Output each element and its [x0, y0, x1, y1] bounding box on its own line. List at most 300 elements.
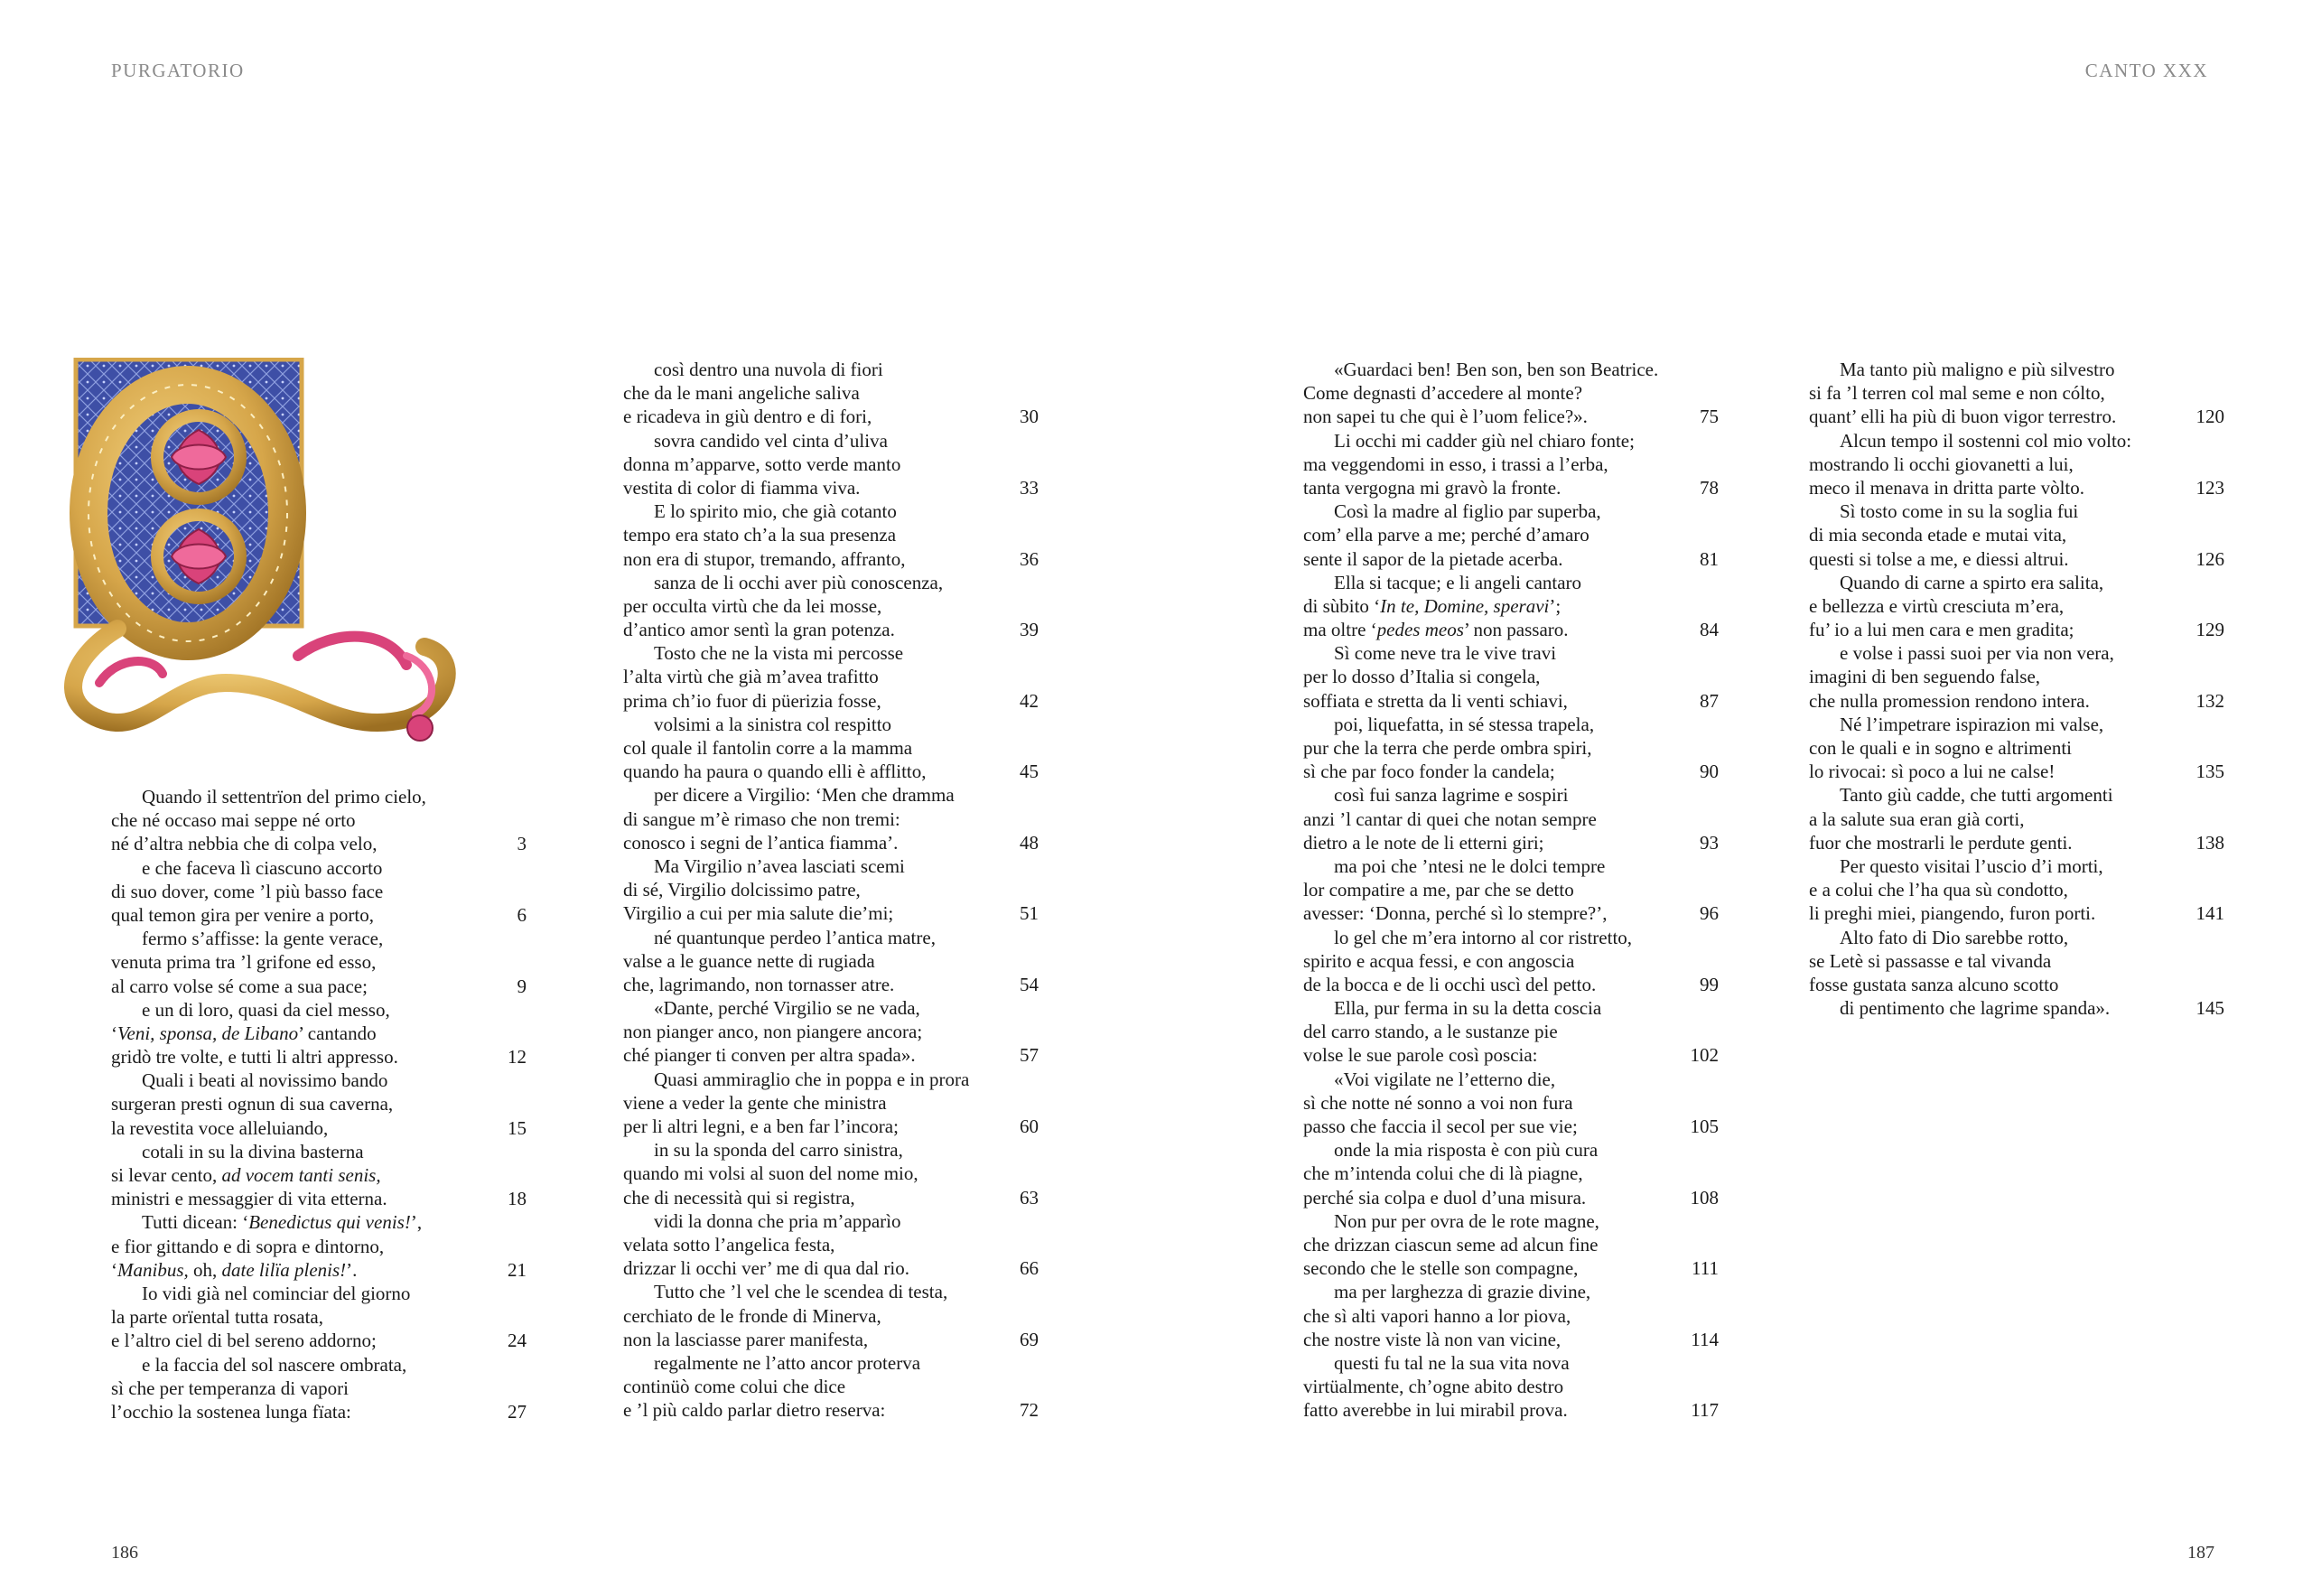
line-number: 132 — [2195, 689, 2224, 712]
line-number — [1002, 499, 1039, 523]
verse-text: continüò come colui che dice — [623, 1376, 846, 1398]
verse-line — [1809, 499, 2224, 523]
verse-text: spirito e acqua fessi, e con angoscia — [1303, 949, 1575, 972]
verse-line — [623, 689, 1039, 713]
verse-line — [111, 1187, 527, 1210]
line-number — [1002, 429, 1039, 453]
verse-line — [111, 1258, 527, 1282]
line-number: 45 — [1020, 761, 1039, 783]
verse-line — [111, 1210, 527, 1234]
line-number — [2188, 736, 2224, 760]
line-number — [1683, 571, 1719, 594]
verse-line — [1303, 571, 1719, 594]
verse-line — [623, 1186, 1039, 1209]
line-number — [490, 1140, 527, 1163]
line-number: 66 — [1020, 1257, 1039, 1280]
verse-text: regalmente ne l’atto ancor proterva — [654, 1351, 921, 1374]
line-number — [1683, 1233, 1719, 1256]
verse-line — [1809, 807, 2224, 831]
line-number — [2188, 429, 2224, 453]
line-number: 135 — [2195, 761, 2224, 783]
line-number — [1683, 1138, 1719, 1162]
verse-text: lo rivocai: sì poco a lui ne calse! — [1809, 761, 2056, 783]
verse-text: Per questo visitai l’uscio d’i morti, — [1840, 854, 2103, 877]
line-number: 117 — [1691, 1399, 1719, 1422]
verse-line — [111, 1305, 527, 1329]
line-number: 114 — [1691, 1328, 1719, 1350]
line-number — [1683, 594, 1719, 618]
verse-text: di mia seconda etade e mutai vita, — [1809, 524, 2067, 546]
verse-line — [623, 1209, 1039, 1233]
verse-text: e a colui che l’ha qua sù condotto, — [1809, 879, 2068, 901]
verse-line — [623, 831, 1039, 854]
verse-text: soffiata e stretta da li venti schiavi, — [1303, 689, 1568, 712]
verse-text: sente il sapor de la pietade acerba. — [1303, 547, 1563, 570]
verse-line — [1809, 571, 2224, 594]
line-number: 90 — [1700, 761, 1719, 783]
verse-line — [1303, 1280, 1719, 1303]
verse-line — [623, 594, 1039, 618]
line-number — [1683, 854, 1719, 878]
verse-text: e che faceva lì ciascuno accorto — [142, 856, 383, 879]
verse-line — [1303, 996, 1719, 1020]
line-number — [490, 998, 527, 1022]
verse-text: di suo dover, come ’l più basso face — [111, 880, 384, 902]
verse-line — [623, 1091, 1039, 1115]
verse-text: Ma tanto più maligno e più silvestro — [1840, 359, 2115, 380]
verse-line — [111, 1329, 527, 1352]
verse-line — [1303, 453, 1719, 476]
line-number — [1002, 594, 1039, 618]
verse-line — [1303, 523, 1719, 546]
verse-text: dietro a le note de li etterni giri; — [1303, 831, 1544, 854]
line-number — [1002, 807, 1039, 831]
verse-line — [111, 998, 527, 1022]
verse-text: Alto fato di Dio sarebbe rotto, — [1840, 926, 2069, 948]
verse-text: com’ ella parve a me; perché d’amaro — [1303, 524, 1590, 546]
verse-line — [111, 1045, 527, 1069]
verse-text: questi si tolse a me, e diessi altrui. — [1809, 547, 2069, 570]
verse-line — [623, 523, 1039, 546]
verse-text: «Dante, perché Virgilio se ne vada, — [654, 997, 920, 1020]
line-number — [1002, 641, 1039, 665]
line-number — [490, 1353, 527, 1377]
verse-text: de la bocca e de li occhi uscì del petto. — [1303, 973, 1597, 995]
verse-text: non la lasciasse parer manifesta, — [623, 1328, 869, 1350]
line-number — [2188, 641, 2224, 665]
verse-line — [1303, 358, 1719, 381]
verse-text: e la faccia del sol nascere ombrata, — [142, 1353, 407, 1376]
verse-text: virtüalmente, ch’ogne abito destro — [1303, 1376, 1564, 1398]
line-number — [1683, 1304, 1719, 1328]
verse-text: lo gel che m’era intorno al cor ristretto, — [1334, 926, 1633, 948]
verse-line — [1303, 1043, 1719, 1067]
verse-text: gridò tre volte, e tutti li altri appresso. — [111, 1046, 398, 1069]
verse-text: sì che per temperanza di vapori — [111, 1377, 349, 1399]
verse-column-4 — [1809, 358, 2224, 1020]
verse-text: Come degnasti d’accedere al monte? — [1303, 382, 1583, 405]
line-number — [1683, 523, 1719, 546]
verse-text: Non pur per ovra de le rote magne, — [1334, 1209, 1599, 1232]
verse-text: quando ha paura o quando elli è afflitto, — [623, 761, 927, 783]
verse-line — [1303, 1351, 1719, 1375]
verse-text: «Guardaci ben! Ben son, ben son Beatrice. — [1334, 359, 1659, 380]
verse-text: ‘Manibus, oh, date lilïa plenis!’. — [111, 1258, 358, 1281]
verse-text: pur che la terra che perde ombra spiri, — [1303, 737, 1592, 759]
verse-line — [623, 429, 1039, 453]
verse-line — [623, 358, 1039, 381]
line-number — [490, 785, 527, 808]
verse-text: non pianger anco, non piangere ancora; — [623, 1021, 923, 1043]
line-number: 63 — [1020, 1186, 1039, 1209]
verse-line — [623, 878, 1039, 901]
verse-text: non era di stupor, tremando, affranto, — [623, 547, 906, 570]
verse-text: la revestita voce alleluiando, — [111, 1116, 329, 1139]
verse-text: venuta prima tra ’l grifone ed esso, — [111, 951, 377, 974]
verse-line — [1809, 996, 2224, 1020]
line-number — [490, 950, 527, 974]
verse-line — [623, 949, 1039, 973]
verse-text: Ella, pur ferma in su la detta coscia — [1334, 997, 1602, 1020]
verse-text: «Voi vigilate ne l’etterno die, — [1334, 1068, 1556, 1090]
line-number: 81 — [1700, 547, 1719, 570]
line-number: 93 — [1700, 831, 1719, 854]
line-number — [2188, 949, 2224, 973]
line-number — [1002, 1020, 1039, 1043]
line-number: 27 — [508, 1400, 527, 1423]
verse-text: quando mi volsi al suon del nome mio, — [623, 1162, 918, 1185]
line-number: 36 — [1020, 547, 1039, 570]
verse-line — [111, 1377, 527, 1400]
line-number — [1002, 1233, 1039, 1256]
verse-text: Io vidi già nel cominciar del giorno — [142, 1282, 411, 1304]
verse-line — [111, 808, 527, 832]
verse-line — [1303, 1115, 1719, 1138]
line-number — [1002, 1209, 1039, 1233]
verse-column-3 — [1303, 358, 1719, 1422]
line-number — [1002, 713, 1039, 736]
verse-text: così fui sanza lagrime e sospiri — [1334, 784, 1569, 807]
line-number — [1002, 571, 1039, 594]
verse-text: fuor che mostrarli le perdute genti. — [1809, 831, 2073, 854]
verse-line — [1303, 405, 1719, 428]
verse-line — [1809, 760, 2224, 783]
verse-text: ‘Veni, sponsa, de Libano’ cantando — [111, 1022, 377, 1044]
line-number — [1683, 1351, 1719, 1375]
verse-line — [111, 1140, 527, 1163]
line-number — [2188, 878, 2224, 901]
verse-text: che, lagrimando, non tornasser atre. — [623, 973, 895, 995]
line-number — [2188, 665, 2224, 688]
line-number — [1683, 1209, 1719, 1233]
verse-text: e l’altro ciel di bel sereno addorno; — [111, 1330, 377, 1352]
verse-line — [111, 1282, 527, 1305]
verse-line — [1809, 476, 2224, 499]
verse-text: in su la sponda del carro sinistra, — [654, 1139, 903, 1162]
verse-text: volse le sue parole così poscia: — [1303, 1044, 1538, 1067]
verse-text: onde la mia risposta è con più cura — [1334, 1139, 1599, 1162]
verse-line — [1303, 1091, 1719, 1115]
line-number — [1002, 1304, 1039, 1328]
verse-line — [623, 1398, 1039, 1422]
verse-text: lor compatire a me, par che se detto — [1303, 879, 1574, 901]
verse-text: che né occaso mai seppe né orto — [111, 809, 356, 832]
verse-text: e bellezza e virtù cresciuta m’era, — [1809, 594, 2065, 617]
page-number-right: 187 — [2187, 1543, 2214, 1563]
verse-line — [623, 1280, 1039, 1303]
verse-text: a la salute sua eran già corti, — [1809, 807, 2025, 830]
verse-text: per li altri legni, e a ben far l’incora; — [623, 1115, 899, 1137]
line-number — [490, 1282, 527, 1305]
verse-text: e fior gittando e di sopra e dintorno, — [111, 1235, 385, 1257]
verse-line — [1809, 783, 2224, 807]
line-number — [2188, 594, 2224, 618]
line-number — [1002, 1375, 1039, 1398]
line-number: 60 — [1020, 1115, 1039, 1137]
verse-text: con le quali e in sogno e altrimenti — [1809, 737, 2073, 759]
line-number: 12 — [508, 1046, 527, 1069]
verse-text: ma veggendomi in esso, i trassi a l’erba, — [1303, 453, 1608, 475]
verse-text: avesser: ‘Donna, perché sì lo stempre?’, — [1303, 902, 1608, 925]
verse-text: volsimi a la sinistra col respitto — [654, 713, 892, 735]
line-number — [490, 880, 527, 903]
line-number: 15 — [508, 1116, 527, 1139]
line-number — [2188, 499, 2224, 523]
verse-text: Ma Virgilio n’avea lasciati scemi — [654, 854, 905, 877]
line-number — [1683, 453, 1719, 476]
verse-line — [623, 854, 1039, 878]
verse-line — [623, 1256, 1039, 1280]
verse-line — [111, 856, 527, 880]
verse-text: si fa ’l terren col mal seme e non cólto, — [1809, 382, 2105, 405]
verse-line — [623, 381, 1039, 405]
line-number: 141 — [2195, 902, 2224, 925]
line-number — [2188, 973, 2224, 996]
line-number: 24 — [508, 1330, 527, 1352]
line-number: 30 — [1020, 406, 1039, 428]
verse-line — [623, 476, 1039, 499]
verse-line — [1303, 1398, 1719, 1422]
verse-line — [623, 405, 1039, 428]
verse-line — [623, 547, 1039, 571]
verse-line — [1809, 949, 2224, 973]
line-number — [1683, 1375, 1719, 1398]
verse-line — [623, 1375, 1039, 1398]
line-number — [1683, 807, 1719, 831]
verse-text: viene a veder la gente che ministra — [623, 1091, 887, 1114]
verse-text: che sì alti vapori hanno a lor piova, — [1303, 1304, 1571, 1327]
line-number — [1683, 949, 1719, 973]
verse-text: d’antico amor sentì la gran potenza. — [623, 619, 895, 641]
verse-text: Quando il settentrïon del primo cielo, — [142, 786, 426, 807]
running-head-right: CANTO XXX — [2084, 60, 2208, 81]
line-number: 105 — [1690, 1115, 1719, 1137]
line-number — [1683, 429, 1719, 453]
line-number: 96 — [1700, 902, 1719, 925]
verse-text: per occulta virtù che da lei mosse, — [623, 594, 882, 617]
line-number — [1683, 499, 1719, 523]
verse-text: fu’ io a lui men cara e men gradita; — [1809, 619, 2074, 641]
verse-text: prima ch’io fuor di püerizia fosse, — [623, 689, 881, 712]
verse-text: Tutti dicean: ‘Benedictus qui venis!’, — [142, 1211, 423, 1234]
line-number — [2188, 453, 2224, 476]
verse-line — [1303, 1186, 1719, 1209]
line-number — [490, 808, 527, 832]
verse-line — [623, 1351, 1039, 1375]
line-number: 111 — [1692, 1257, 1719, 1280]
line-number — [1683, 878, 1719, 901]
verse-line — [623, 665, 1039, 688]
verse-text: sì che notte né sonno a voi non fura — [1303, 1091, 1573, 1114]
verse-line — [623, 1068, 1039, 1091]
verse-text: conosco i segni de l’antica fiamma’. — [623, 831, 899, 854]
verse-line — [623, 618, 1039, 641]
verse-line — [111, 832, 527, 855]
verse-text: e ricadeva in giù dentro e di fori, — [623, 406, 872, 428]
verse-text: l’alta virtù che già m’avea trafitto — [623, 666, 879, 688]
verse-text: fatto averebbe in lui mirabil prova. — [1303, 1399, 1568, 1422]
verse-text: che da le mani angeliche saliva — [623, 382, 860, 405]
verse-line — [623, 1115, 1039, 1138]
verse-text: Sì come neve tra le vive travi — [1334, 642, 1557, 665]
verse-text: al carro volse sé come a sua pace; — [111, 975, 368, 997]
verse-line — [1303, 1162, 1719, 1185]
verse-line — [1809, 594, 2224, 618]
verse-line — [623, 807, 1039, 831]
line-number — [2188, 783, 2224, 807]
line-number — [1683, 641, 1719, 665]
verse-line — [1303, 949, 1719, 973]
line-number — [490, 1163, 527, 1187]
illuminated-initial-icon — [63, 358, 551, 773]
line-number: 145 — [2195, 997, 2224, 1020]
verse-text: Ella si tacque; e li angeli cantaro — [1334, 571, 1582, 593]
line-number — [1683, 1068, 1719, 1091]
line-number — [1002, 1351, 1039, 1375]
verse-line — [1303, 618, 1719, 641]
verse-text: Tanto giù cadde, che tutti argomenti — [1840, 784, 2113, 807]
line-number — [490, 1092, 527, 1115]
verse-line — [1809, 429, 2224, 453]
verse-text: Così la madre al figlio par superba, — [1334, 500, 1601, 523]
verse-line — [623, 1043, 1039, 1067]
verse-text: Alcun tempo il sostenni col mio volto: — [1840, 429, 2132, 452]
line-number — [1683, 381, 1719, 405]
verse-text: meco il menava in dritta parte vòlto. — [1809, 476, 2084, 499]
verse-line — [111, 1235, 527, 1258]
line-number: 48 — [1020, 831, 1039, 854]
verse-line — [1809, 618, 2224, 641]
verse-text: che drizzan ciascun seme ad alcun fine — [1303, 1233, 1599, 1255]
verse-line — [1303, 1233, 1719, 1256]
verse-line — [623, 571, 1039, 594]
verse-line — [1303, 713, 1719, 736]
verse-line — [111, 1116, 527, 1140]
verse-text: che m’intenda colui che di là piagne, — [1303, 1162, 1583, 1185]
verse-text: del carro stando, a le sustanze pie — [1303, 1021, 1558, 1043]
line-number: 42 — [1020, 689, 1039, 712]
verse-text: fosse gustata sanza alcuno scotto — [1809, 973, 2059, 995]
verse-text: e volse i passi suoi per via non vera, — [1840, 642, 2114, 665]
line-number: 54 — [1020, 973, 1039, 995]
verse-line — [1809, 926, 2224, 949]
line-number — [1683, 1162, 1719, 1185]
verse-text: di pentimento che lagrime spanda». — [1840, 997, 2111, 1020]
line-number — [490, 1022, 527, 1045]
line-number: 108 — [1690, 1186, 1719, 1209]
line-number — [1002, 381, 1039, 405]
verse-column-2 — [623, 358, 1039, 1422]
verse-line — [623, 1162, 1039, 1185]
line-number — [1683, 1020, 1719, 1043]
verse-line — [111, 927, 527, 950]
line-number — [1002, 523, 1039, 546]
line-number — [1002, 736, 1039, 760]
verse-line — [111, 950, 527, 974]
line-number — [1002, 878, 1039, 901]
verse-line — [111, 1400, 527, 1423]
verse-line — [1809, 641, 2224, 665]
line-number — [1002, 949, 1039, 973]
verse-text: che di necessità qui si registra, — [623, 1186, 855, 1209]
verse-text: donna m’apparve, sotto verde manto — [623, 453, 901, 475]
verse-line — [1809, 901, 2224, 925]
line-number: 129 — [2195, 619, 2224, 641]
verse-text: di sé, Virgilio dolcissimo patre, — [623, 879, 861, 901]
line-number: 78 — [1700, 476, 1719, 499]
line-number — [1683, 358, 1719, 381]
verse-text: così dentro una nuvola di fiori — [654, 359, 883, 380]
line-number: 120 — [2195, 406, 2224, 428]
verse-text: vestita di color di fiamma viva. — [623, 476, 861, 499]
line-number: 3 — [517, 833, 527, 855]
verse-line — [623, 783, 1039, 807]
verse-line — [111, 903, 527, 927]
verse-line — [1303, 901, 1719, 925]
verse-text: Né l’impetrare ispirazion mi valse, — [1840, 713, 2104, 735]
verse-text: qual temon gira per venire a porto, — [111, 903, 374, 926]
line-number: 33 — [1020, 476, 1039, 499]
line-number — [1002, 1091, 1039, 1115]
verse-line — [1809, 736, 2224, 760]
line-number: 123 — [2195, 476, 2224, 499]
line-number — [2188, 358, 2224, 381]
verse-line — [1303, 926, 1719, 949]
verse-text: ministri e messaggier di vita etterna. — [111, 1188, 387, 1210]
verse-text: né quantunque perdeo l’antica matre, — [654, 926, 936, 948]
line-number: 57 — [1020, 1044, 1039, 1067]
verse-line — [1303, 594, 1719, 618]
verse-line — [1303, 547, 1719, 571]
verse-line — [623, 1233, 1039, 1256]
verse-text: sì che par foco fonder la candela; — [1303, 761, 1555, 783]
verse-text: surgeran presti ognun di sua caverna, — [111, 1093, 394, 1115]
line-number — [1002, 926, 1039, 949]
line-number: 72 — [1020, 1399, 1039, 1422]
verse-text: tanta vergogna mi gravò la fronte. — [1303, 476, 1562, 499]
page-number-left: 186 — [111, 1543, 138, 1563]
verse-line — [1809, 405, 2224, 428]
verse-text: ma oltre ‘pedes meos’ non passaro. — [1303, 619, 1569, 641]
verse-text: passo che faccia il secol per sue vie; — [1303, 1115, 1578, 1137]
verse-line — [111, 785, 527, 808]
verse-line — [623, 1328, 1039, 1351]
verse-line — [1303, 499, 1719, 523]
verse-line — [623, 996, 1039, 1020]
line-number — [1683, 926, 1719, 949]
verse-text: tempo era stato ch’a la sua presenza — [623, 524, 897, 546]
verse-text: e un di loro, quasi da ciel messo, — [142, 998, 390, 1021]
